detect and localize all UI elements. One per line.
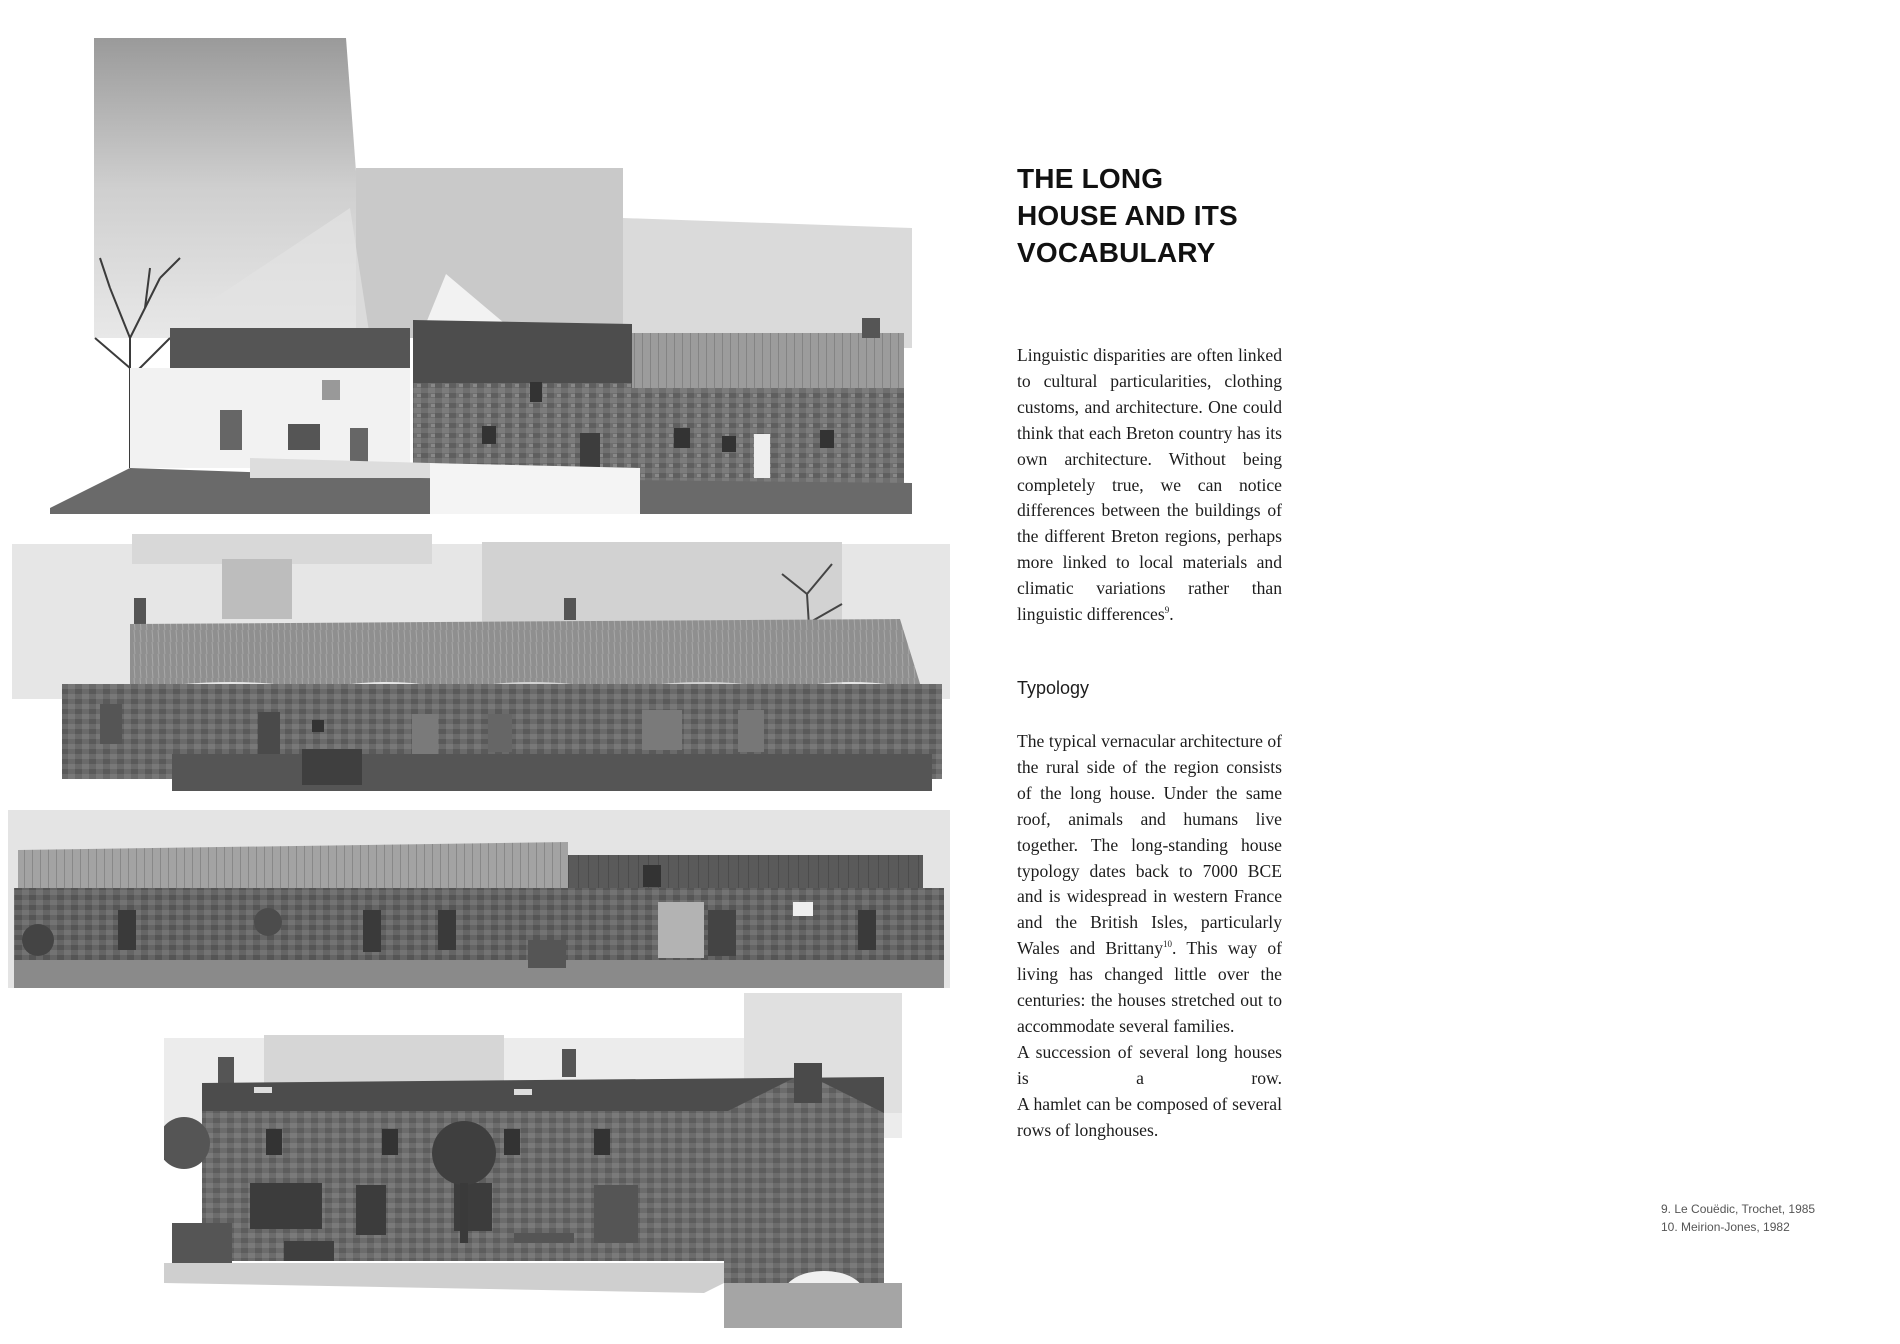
footnotes — [1661, 1200, 1815, 1236]
article — [1017, 160, 1282, 1140]
paragraph-1-text: Linguistic disparities are often linked to cultural particularities, clothing customs, and architecture. One could think that each Breton country has its own architecture. Without being completely true, we can notice differences between the buildings of the different Breton regions, perhaps more linked to local materials and climatic variations rather than linguistic differences — [1017, 345, 1282, 625]
paragraph-4-text: A hamlet can be composed of several rows of longhouses. — [1017, 1093, 1282, 1140]
footnote-10: 10. Meirion-Jones, 1982 — [1661, 1220, 1790, 1234]
collage-photo-2 — [12, 534, 950, 791]
footnote-9: 9. Le Couëdic, Trochet, 1985 — [1661, 1202, 1816, 1216]
paragraph-3-text: A succession of several long houses is a row. — [1017, 1041, 1282, 1088]
page-title — [1017, 160, 1282, 271]
collage-photo-3 — [8, 810, 950, 988]
collage-photo-1 — [50, 38, 912, 514]
body-paragraph-linguistic — [1017, 343, 1282, 628]
title-line-1: THE LONG — [1017, 163, 1164, 194]
footnote-ref-10: 10 — [1163, 939, 1173, 950]
subheading-typology: Typology — [1017, 678, 1090, 698]
body-paragraph-typology — [1017, 729, 1282, 1144]
paragraph-2-end: . This way of living has changed little over the centuries: the houses stretched out to accommodate several families. — [1017, 938, 1282, 1036]
title-line-2: HOUSE AND ITS — [1017, 200, 1238, 231]
paragraph-2-text: The typical vernacular architecture of the rural side of the region consists of the long house. Under the same roof, animals and humans live together. The long-standing house typology dates back to 7000 BCE and is widespread in western France and the British Isles, particularly Wales and Brittany — [1017, 731, 1282, 959]
collage-photo-4 — [164, 993, 902, 1328]
title-line-3: VOCABULARY — [1017, 237, 1216, 268]
footnote-ref-9: 9 — [1164, 605, 1170, 616]
paragraph-1-end: . — [1169, 604, 1174, 625]
